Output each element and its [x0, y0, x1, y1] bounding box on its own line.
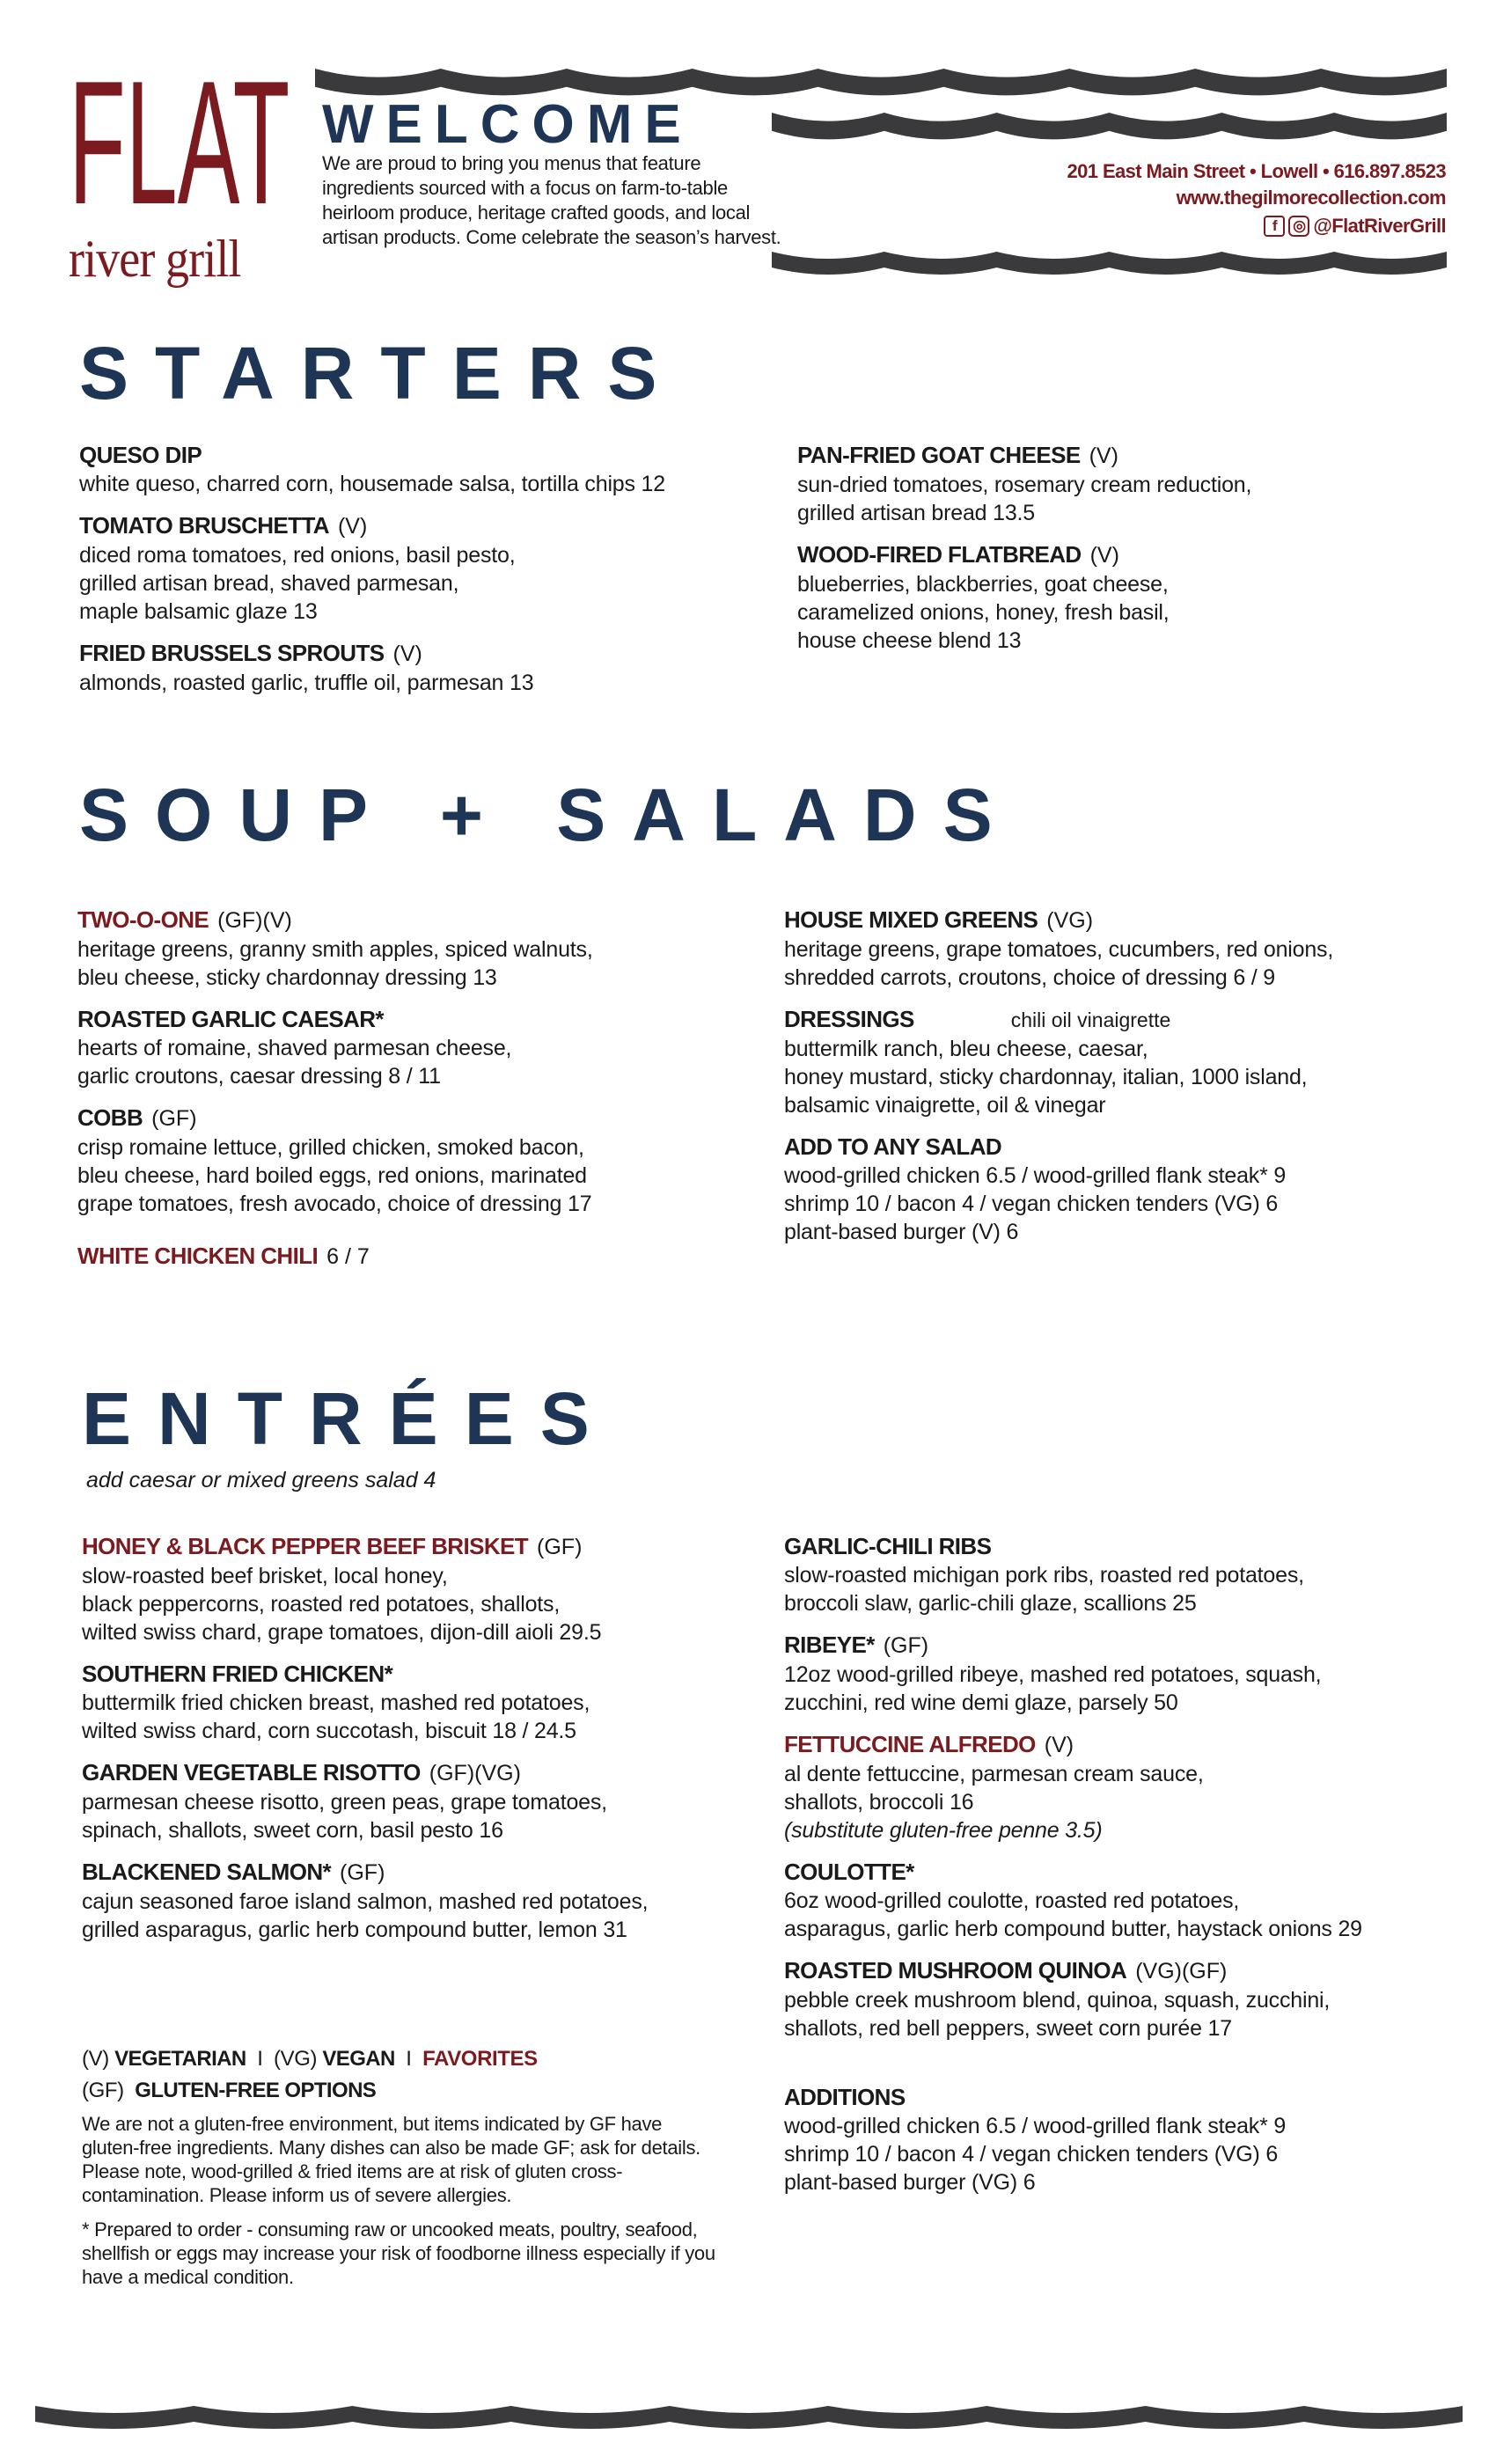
dietary-tag: (V)	[1044, 1733, 1074, 1757]
item-name	[77, 1241, 764, 1272]
menu-item	[784, 1955, 1470, 2042]
starters-right-column	[797, 440, 1484, 667]
item-name	[784, 905, 1470, 935]
item-name-text: HONEY & BLACK PEPPER BEEF BRISKET	[82, 1533, 529, 1559]
legend-gf-code: (GF)	[82, 2079, 124, 2102]
raw-food-warning: * Prepared to order - consuming raw or uncooked meats, poultry, seafood, shellfish or eggs may increase your risk of foodborne illness especially if you have a medical condition.	[82, 2218, 715, 2288]
wave-shape	[772, 252, 1447, 275]
welcome-title: WELCOME	[322, 94, 693, 155]
item-description: buttermilk ranch, bleu cheese, caesar,	[784, 1037, 1148, 1061]
wave-shape	[772, 113, 1447, 139]
legend-gluten-free: GLUTEN-FREE OPTIONS	[135, 2079, 377, 2102]
item-description: slow-roasted beef brisket, local honey,	[82, 1564, 448, 1588]
item-description: grape tomatoes, fresh avocado, choice of dressing 17	[77, 1192, 592, 1216]
dietary-legend	[82, 2043, 715, 2289]
item-name	[784, 1531, 1470, 1561]
item-description: caramelized onions, honey, fresh basil,	[797, 600, 1170, 625]
item-name-text: BLACKENED SALMON*	[82, 1859, 332, 1885]
item-name-text: QUESO DIP	[79, 442, 202, 468]
item-name	[784, 1004, 1470, 1035]
item-name-text: ADD TO ANY SALAD	[784, 1133, 1002, 1160]
item-description: zucchini, red wine demi glaze, parsely 50	[784, 1690, 1178, 1715]
menu-item	[784, 1132, 1470, 1246]
menu-item	[82, 1531, 768, 1646]
item-name-text: ROASTED MUSHROOM QUINOA	[784, 1957, 1127, 1984]
item-description: asparagus, garlic herb compound butter, haystack onions 29	[784, 1917, 1362, 1941]
item-name	[784, 1857, 1470, 1887]
item-name	[82, 1531, 768, 1562]
instagram-icon[interactable]: ◎	[1288, 216, 1309, 237]
menu-item	[784, 905, 1470, 992]
item-description: diced roma tomatoes, red onions, basil pesto,	[79, 543, 516, 568]
soup-salads-right-column	[784, 905, 1470, 1258]
item-name	[82, 1757, 768, 1788]
starters-left-column	[79, 440, 766, 709]
item-name	[82, 1857, 768, 1888]
item-description: shrimp 10 / bacon 4 / vegan chicken tenders (VG) 6	[784, 2142, 1279, 2167]
dietary-tag: (VG)(GF)	[1135, 1959, 1228, 1984]
soup-salads-heading: SOUP + SALADS	[79, 774, 1019, 856]
item-name	[82, 1659, 768, 1689]
item-description: slow-roasted michigan pork ribs, roasted red potatoes,	[784, 1563, 1304, 1588]
item-name-text: TOMATO BRUSCHETTA	[79, 512, 329, 539]
entrees-left-column	[82, 1531, 768, 1956]
legend-separator: I	[406, 2047, 412, 2071]
starters-heading: STARTERS	[79, 332, 684, 414]
item-description: plant-based burger (VG) 6	[784, 2170, 1036, 2195]
item-description: shallots, red bell peppers, sweet corn purée 17	[784, 2016, 1232, 2041]
social-handle[interactable]: @FlatRiverGrill	[1313, 215, 1446, 237]
menu-item	[82, 1857, 768, 1944]
item-description: al dente fettuccine, parmesan cream sauce,	[784, 1762, 1204, 1786]
item-description: broccoli slaw, garlic-chili glaze, scallions 25	[784, 1591, 1197, 1616]
wave-divider-mid	[772, 107, 1447, 148]
item-description: house cheese blend 13	[797, 628, 1022, 653]
wave-divider-bottom	[35, 2401, 1463, 2436]
item-name	[77, 1103, 764, 1133]
dietary-tag: (GF)	[883, 1633, 929, 1658]
welcome-text: We are proud to bring you menus that feature ingredients sourced with a focus on farm-to-table heirloom produce, heritage crafted goods, and local artisan products. Come celebrate the season’s harvest.	[322, 152, 781, 248]
item-description: shallots, broccoli 16	[784, 1790, 974, 1815]
item-description: grilled artisan bread, shaved parmesan,	[79, 571, 459, 596]
item-description: wilted swiss chard, grape tomatoes, dijon-dill aioli 29.5	[82, 1620, 602, 1645]
menu-item	[784, 1630, 1470, 1717]
dietary-tag: (VG)	[1046, 908, 1094, 933]
item-name	[797, 539, 1484, 570]
dietary-tag: (GF)(VG)	[429, 1761, 521, 1786]
item-name	[79, 440, 766, 470]
item-description: grilled artisan bread 13.5	[797, 501, 1035, 525]
menu-item	[77, 1103, 764, 1218]
item-name	[79, 510, 766, 541]
item-name	[77, 1004, 764, 1034]
item-description: bleu cheese, sticky chardonnay dressing 13	[77, 965, 497, 990]
menu-item	[797, 539, 1484, 655]
wave-shape	[315, 69, 1447, 95]
item-name-text: COBB	[77, 1104, 143, 1131]
item-description: plant-based burger (V) 6	[784, 1220, 1019, 1244]
entrees-note: add caesar or mixed greens salad 4	[86, 1468, 436, 1492]
item-description: hearts of romaine, shaved parmesan cheese,	[77, 1036, 512, 1060]
item-name-text: FETTUCCINE ALFREDO	[784, 1731, 1036, 1757]
menu-item	[82, 1757, 768, 1844]
menu-item	[784, 1729, 1470, 1844]
item-description: shrimp 10 / bacon 4 / vegan chicken tenders (VG) 6	[784, 1192, 1279, 1216]
item-description: shredded carrots, croutons, choice of dressing 6 / 9	[784, 965, 1275, 990]
menu-item	[79, 440, 766, 498]
legend-vg-code: (VG)	[274, 2047, 318, 2071]
item-name-text: GARLIC-CHILI RIBS	[784, 1533, 992, 1559]
item-description: black peppercorns, roasted red potatoes, shallots,	[82, 1592, 561, 1617]
item-name-text: FRIED BRUSSELS SPROUTS	[79, 640, 385, 666]
menu-item	[79, 638, 766, 697]
address: 201 East Main Street • Lowell • 616.897.8523	[1067, 160, 1446, 182]
menu-item	[77, 905, 764, 992]
item-description: cajun seasoned faroe island salmon, mashed red potatoes,	[82, 1889, 649, 1914]
item-name-text: COULOTTE*	[784, 1859, 914, 1885]
menu-item	[82, 1659, 768, 1745]
logo-flat: FLAT	[69, 45, 290, 241]
item-note: chili oil vinaigrette	[1010, 1008, 1171, 1031]
contact-info	[1067, 158, 1446, 239]
item-name-text: WHITE CHICKEN CHILI	[77, 1243, 319, 1269]
item-name	[77, 905, 764, 935]
logo-river-grill: river grill	[69, 230, 241, 288]
item-description: wood-grilled chicken 6.5 / wood-grilled flank steak* 9	[784, 1163, 1287, 1188]
item-name-text: DRESSINGS	[784, 1006, 914, 1032]
menu-item	[797, 440, 1484, 527]
item-name	[784, 1955, 1470, 1986]
item-description: wood-grilled chicken 6.5 / wood-grilled flank steak* 9	[784, 2114, 1287, 2138]
menu-item	[784, 1004, 1470, 1119]
item-description: wilted swiss chard, corn succotash, biscuit 18 / 24.5	[82, 1719, 576, 1743]
dietary-tag: (V)	[1089, 543, 1119, 568]
item-name	[784, 1132, 1470, 1162]
dietary-tag: (GF)(V)	[217, 908, 292, 933]
item-description: blueberries, blackberries, goat cheese,	[797, 572, 1169, 597]
item-description: crisp romaine lettuce, grilled chicken, smoked bacon,	[77, 1135, 584, 1160]
item-name	[797, 440, 1484, 471]
soup-salads-left-column	[77, 905, 764, 1284]
wave-shape	[35, 2406, 1463, 2429]
gluten-free-notice: We are not a gluten-free environment, but items indicated by GF have gluten-free ingredients. Many dishes can also be made GF; ask for details. Please note, wood-grilled & fried items are at risk of gluten cross-contamination. Please inform us of severe allergies.	[82, 2113, 700, 2206]
menu-item	[77, 1004, 764, 1090]
item-description: pebble creek mushroom blend, quinoa, squash, zucchini,	[784, 1988, 1331, 2013]
item-description: sun-dried tomatoes, rosemary cream reduction,	[797, 473, 1252, 497]
menu-item	[79, 510, 766, 626]
item-description: honey mustard, sticky chardonnay, italian, 1000 island,	[784, 1065, 1308, 1089]
item-description: heritage greens, grape tomatoes, cucumbers, red onions,	[784, 937, 1334, 962]
item-name	[784, 2082, 1470, 2112]
wave-divider-contact	[772, 246, 1447, 282]
dietary-tag: (V)	[392, 642, 422, 666]
item-description: 12oz wood-grilled ribeye, mashed red potatoes, squash,	[784, 1662, 1322, 1687]
item-name-text: ROASTED GARLIC CAESAR*	[77, 1006, 384, 1032]
item-name	[79, 638, 766, 669]
additions-block	[784, 2082, 1470, 2209]
item-description: almonds, roasted garlic, truffle oil, parmesan 13	[79, 671, 534, 695]
item-name-text: GARDEN VEGETABLE RISOTTO	[82, 1759, 421, 1786]
dietary-tag: 6 / 7	[326, 1244, 370, 1269]
entrees-heading: ENTRÉES	[82, 1377, 616, 1460]
legend-v-code: (V)	[82, 2047, 109, 2071]
dietary-tag: (GF)	[340, 1860, 385, 1885]
item-description: garlic croutons, caesar dressing 8 / 11	[77, 1064, 441, 1089]
dietary-tag: (GF)	[537, 1535, 583, 1559]
entrees-right-column	[784, 1531, 1470, 2055]
item-description: 6oz wood-grilled coulotte, roasted red potatoes,	[784, 1888, 1240, 1913]
item-name-text: PAN-FRIED GOAT CHEESE	[797, 442, 1081, 468]
legend-vegetarian: VEGETARIAN	[114, 2047, 246, 2071]
item-name-text: RIBEYE*	[784, 1632, 875, 1658]
item-name-text: TWO-O-ONE	[77, 906, 209, 933]
item-description: heritage greens, granny smith apples, spiced walnuts,	[77, 937, 593, 962]
item-description: balsamic vinaigrette, oil & vinegar	[784, 1093, 1106, 1118]
legend-favorites: FAVORITES	[422, 2047, 538, 2071]
item-name-text: WOOD-FIRED FLATBREAD	[797, 541, 1082, 568]
menu-item	[77, 1241, 764, 1272]
item-name	[784, 1729, 1470, 1760]
item-description: spinach, shallots, sweet corn, basil pesto 16	[82, 1818, 503, 1843]
item-name-text: HOUSE MIXED GREENS	[784, 906, 1038, 933]
legend-vegan: VEGAN	[322, 2047, 395, 2071]
menu-item	[784, 1857, 1470, 1943]
item-description: parmesan cheese risotto, green peas, grape tomatoes,	[82, 1790, 607, 1815]
item-description: bleu cheese, hard boiled eggs, red onions, marinated	[77, 1163, 587, 1188]
legend-separator: I	[257, 2047, 263, 2071]
website-link[interactable]: www.thegilmorecollection.com	[1176, 187, 1446, 209]
dietary-tag: (GF)	[151, 1106, 197, 1131]
dietary-tag: (V)	[337, 514, 368, 539]
item-description: white queso, charred corn, housemade salsa, tortilla chips 12	[79, 472, 665, 496]
item-name	[784, 1630, 1470, 1661]
item-substitution: (substitute gluten-free penne 3.5)	[784, 1818, 1103, 1843]
item-description: maple balsamic glaze 13	[79, 599, 318, 624]
item-description: grilled asparagus, garlic herb compound butter, lemon 31	[82, 1918, 627, 1942]
social-row	[1264, 213, 1446, 239]
menu-item	[784, 1531, 1470, 1617]
menu-item	[784, 2082, 1470, 2196]
dietary-tag: (V)	[1089, 444, 1118, 468]
item-name-text: ADDITIONS	[784, 2084, 906, 2110]
item-name-text: SOUTHERN FRIED CHICKEN*	[82, 1661, 393, 1687]
facebook-icon[interactable]: f	[1264, 216, 1285, 237]
item-description: buttermilk fried chicken breast, mashed red potatoes,	[82, 1690, 590, 1715]
